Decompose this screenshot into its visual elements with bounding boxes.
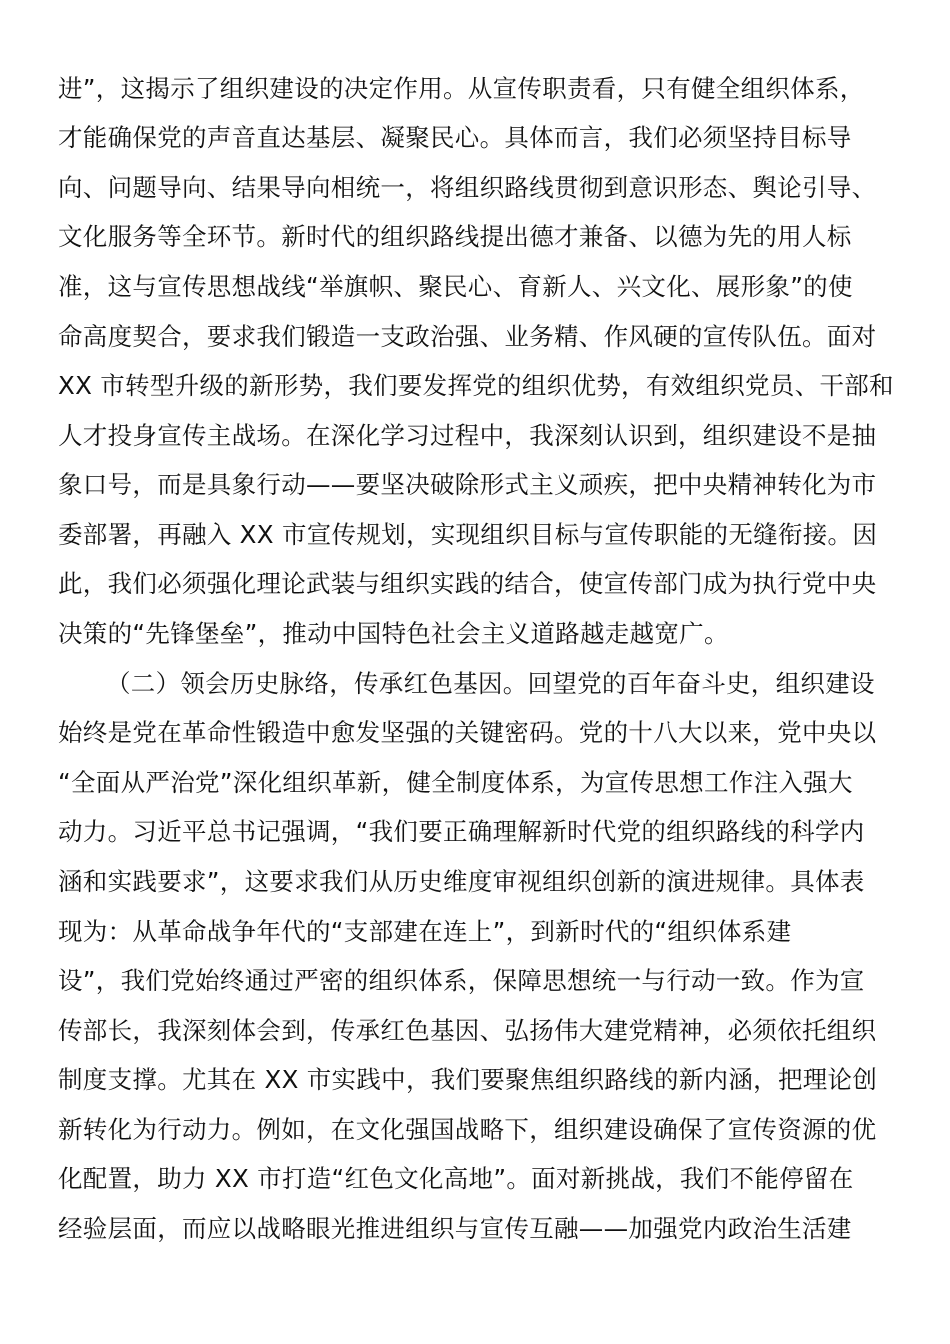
text-line: 才能确保党的声音直达基层、凝聚民心。具体而言，我们必须坚持目标导 — [58, 123, 852, 152]
text-line: 设”，我们党始终通过严密的组织体系，保障思想统一与行动一致。作为宣 — [58, 966, 865, 995]
text-line: 象口号，而是具象行动——要坚决破除形式主义顽疾，把中央精神转化为市 — [58, 470, 877, 499]
text-line: 传部长，我深刻体会到，传承红色基因、弘扬伟大建党精神，必须依托组织 — [58, 1016, 877, 1045]
text-line: 委部署，再融入 XX 市宣传规划，实现组织目标与宣传职能的无缝衔接。因 — [58, 520, 878, 549]
text-line: 涵和实践要求”，这要求我们从历史维度审视组织创新的演进规律。具体表 — [58, 867, 865, 896]
text-line: 始终是党在革命性锻造中愈发坚强的关键密码。党的十八大以来，党中央以 — [58, 718, 877, 747]
text-line: 决策的“先锋堡垒”，推动中国特色社会主义道路越走越宽广。 — [58, 619, 729, 648]
text-line: 准，这与宣传思想战线“举旗帜、聚民心、育新人、兴文化、展形象”的使 — [58, 272, 853, 301]
text-line: 现为：从革命战争年代的“支部建在连上”，到新时代的“组织体系建 — [58, 917, 792, 946]
text-line: 进”，这揭示了组织建设的决定作用。从宣传职责看，只有健全组织体系， — [58, 74, 865, 103]
text-line: XX 市转型升级的新形势，我们要发挥党的组织优势，有效组织党员、干部和 — [58, 371, 894, 400]
text-line: 新转化为行动力。例如，在文化强国战略下，组织建设确保了宣传资源的优 — [58, 1115, 877, 1144]
text-line: 制度支撑。尤其在 XX 市实践中，我们要聚焦组织路线的新内涵，把理论创 — [58, 1065, 878, 1094]
text-line: 向、问题导向、结果导向相统一，将组织路线贯彻到意识形态、舆论引导、 — [58, 173, 877, 202]
text-line: “全面从严治党”深化组织革新，健全制度体系，为宣传思想工作注入强大 — [58, 768, 853, 797]
section-heading-line: （二）领会历史脉络，传承红色基因。回望党的百年奋斗史，组织建设 — [106, 669, 875, 698]
text-line: 化配置，助力 XX 市打造“红色文化高地”。面对新挑战，我们不能停留在 — [58, 1164, 854, 1193]
text-line: 动力。习近平总书记强调，“我们要正确理解新时代党的组织路线的科学内 — [58, 817, 865, 846]
text-line: 命高度契合，要求我们锻造一支政治强、业务精、作风硬的宣传队伍。面对 — [58, 322, 877, 351]
text-line: 文化服务等全环节。新时代的组织路线提出德才兼备、以德为先的用人标 — [58, 222, 852, 251]
text-line: 经验层面，而应以战略眼光推进组织与宣传互融——加强党内政治生活建 — [58, 1214, 852, 1243]
text-line: 人才投身宣传主战场。在深化学习过程中，我深刻认识到，组织建设不是抽 — [58, 421, 877, 450]
text-line: 此，我们必须强化理论武装与组织实践的结合，使宣传部门成为执行党中央 — [58, 569, 877, 598]
